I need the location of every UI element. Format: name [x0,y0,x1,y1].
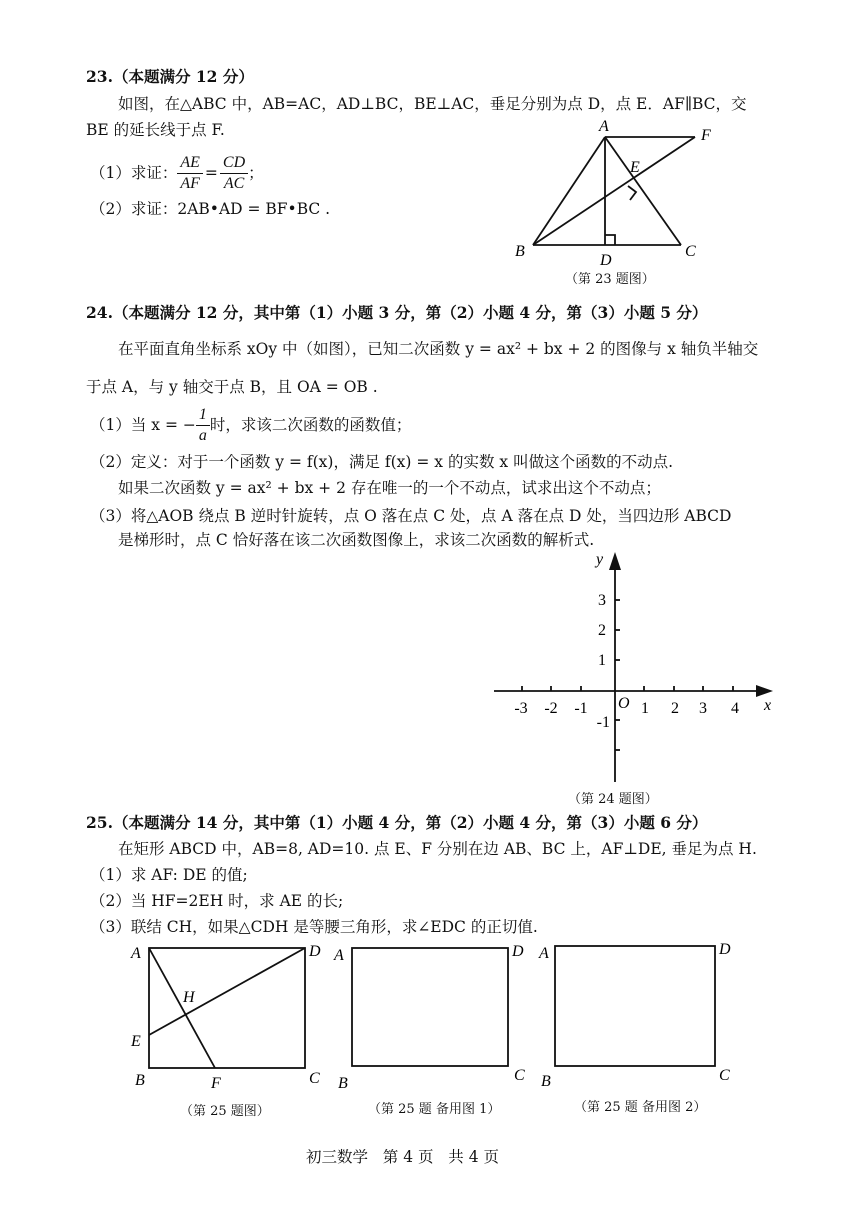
q24-part3-line2: 是梯形时，点 C 恰好落在该二次函数图像上，求该二次函数的解析式. [118,531,595,549]
q24-part2-line2: 如果二次函数 y = ax² + bx + 2 存在唯一的一个不动点，试求出这个不动点； [118,479,661,497]
q24-part1-frac [196,405,210,446]
q25-caption-main: （第 25 题图） [180,1104,270,1119]
spare2-label-A: A [539,945,549,962]
q24-intro-line2: 于点 A，与 y 轴交于点 B，且 OA = OB . [86,378,378,396]
q24-header: 24.（本题满分 12 分，其中第（1）小题 3 分，第（2）小题 4 分，第（3）小题 5 分） [86,303,708,322]
x-tick-label: 1 [641,700,649,717]
q24-intro-line1: 在平面直角坐标系 xOy 中（如图），已知二次函数 y = ax² + bx + 2 的图像与 x 轴负半轴交 [118,340,759,358]
q23-figure [505,112,725,272]
q23-header: 23.（本题满分 12 分） [86,67,254,86]
q24-part2-line1: （2）定义：对于一个函数 y = f(x)，满足 f(x) = x 的实数 x 叫做这个函数的不动点. [90,453,673,471]
q23-label-D: D [600,252,612,269]
q23-frac-right-den: AC [223,174,245,192]
q25-label-A: A [131,945,141,962]
q25-label-F: F [211,1075,221,1088]
q25-header: 25.（本题满分 14 分，其中第（1）小题 4 分，第（2）小题 4 分，第（3）小题 6 分） [86,813,708,832]
q23-frac-left [177,153,203,194]
y-tick-label: -1 [596,714,610,731]
q23-eq: = [204,164,218,182]
q25-caption-spare1: （第 25 题 备用图 1） [368,1102,501,1117]
x-tick-label: -2 [544,700,558,717]
x-tick-label: 4 [731,700,739,717]
q24-part1-den: a [198,426,207,444]
q25-label-H: H [183,989,195,1006]
q23-frac-left-den: AF [180,174,200,192]
q25-caption-spare2: （第 25 题 备用图 2） [574,1100,707,1115]
q23-label-F: F [701,127,711,144]
spare1-label-D: D [512,943,524,960]
q24-part1-num: 1 [196,405,210,426]
y-tick-label: 1 [598,652,606,669]
q25-label-C: C [309,1070,320,1087]
y-axis-arrow [609,552,621,570]
x-tick-label: 2 [671,700,679,717]
q25-label-D: D [309,943,321,960]
q23-frac-left-num: AE [177,153,203,174]
q24-part1-a: （1）当 x = − [90,416,196,434]
q25-part1: （1）求 AF: DE 的值; [90,866,248,884]
q23-intro-line1: 如图，在△ABC 中，AB=AC，AD⊥BC，BE⊥AC，垂足分别为点 D，点 E．AF∥BC，交 [118,95,747,113]
x-tick-label: -1 [574,700,588,717]
q23-label-A: A [599,118,609,135]
q24-part3-line1: （3）将△AOB 绕点 B 逆时针旋转，点 O 落在点 C 处，点 A 落在点 D 处，当四边形 ABCD [90,507,732,525]
q23-frac-right [220,153,248,194]
q25-part2: （2）当 HF=2EH 时，求 AE 的长; [90,892,344,910]
y-tick-label: 2 [598,622,606,639]
q24-coordinate-axes [488,542,788,787]
spare2-label-D: D [719,941,731,958]
origin-label: O [618,695,630,712]
q24-part1-b: 时，求该二次函数的函数值； [209,416,412,434]
spare1-label-C: C [514,1067,525,1084]
x-axis-label: x [764,697,772,714]
q25-label-E: E [131,1033,141,1050]
x-tick-label: -3 [514,700,528,717]
q23-frac-right-num: CD [220,153,248,174]
q23-label-B: B [515,243,525,260]
q23-part1 [90,150,264,196]
q23-caption: （第 23 题图） [565,272,655,287]
page-footer: 初三数学 第 4 页 共 4 页 [306,1148,499,1166]
q23-part1-end: ； [248,164,264,182]
x-axis-arrow [756,685,773,697]
q23-part2: （2）求证：2AB•AD = BF•BC . [90,200,331,218]
q23-intro-line2: BE 的延长线于点 F. [86,121,225,139]
q25-figure [125,938,335,1088]
spare2-label-B: B [541,1073,551,1088]
q25-part3: （3）联结 CH，如果△CDH 是等腰三角形，求∠EDC 的正切值. [90,918,538,936]
q23-label-E: E [630,159,640,176]
q24-caption: （第 24 题图） [568,792,658,807]
y-axis-label: y [596,551,604,568]
x-tick-label: 3 [699,700,707,717]
q23-label-C: C [685,243,696,260]
y-tick-label: 3 [598,592,606,609]
q24-part1 [90,402,411,448]
q25-intro: 在矩形 ABCD 中，AB=8, AD=10. 点 E、F 分别在边 AB、BC 上，AF⊥DE, 垂足为点 H. [118,840,757,858]
spare1-label-B: B [338,1075,348,1088]
q23-part1-label: （1）求证： [90,164,178,182]
q25-label-B: B [135,1072,145,1088]
q25-spare-figure-2 [535,938,745,1088]
spare1-label-A: A [334,947,344,964]
q25-spare-figure-1 [330,938,540,1088]
spare2-label-C: C [719,1067,730,1084]
